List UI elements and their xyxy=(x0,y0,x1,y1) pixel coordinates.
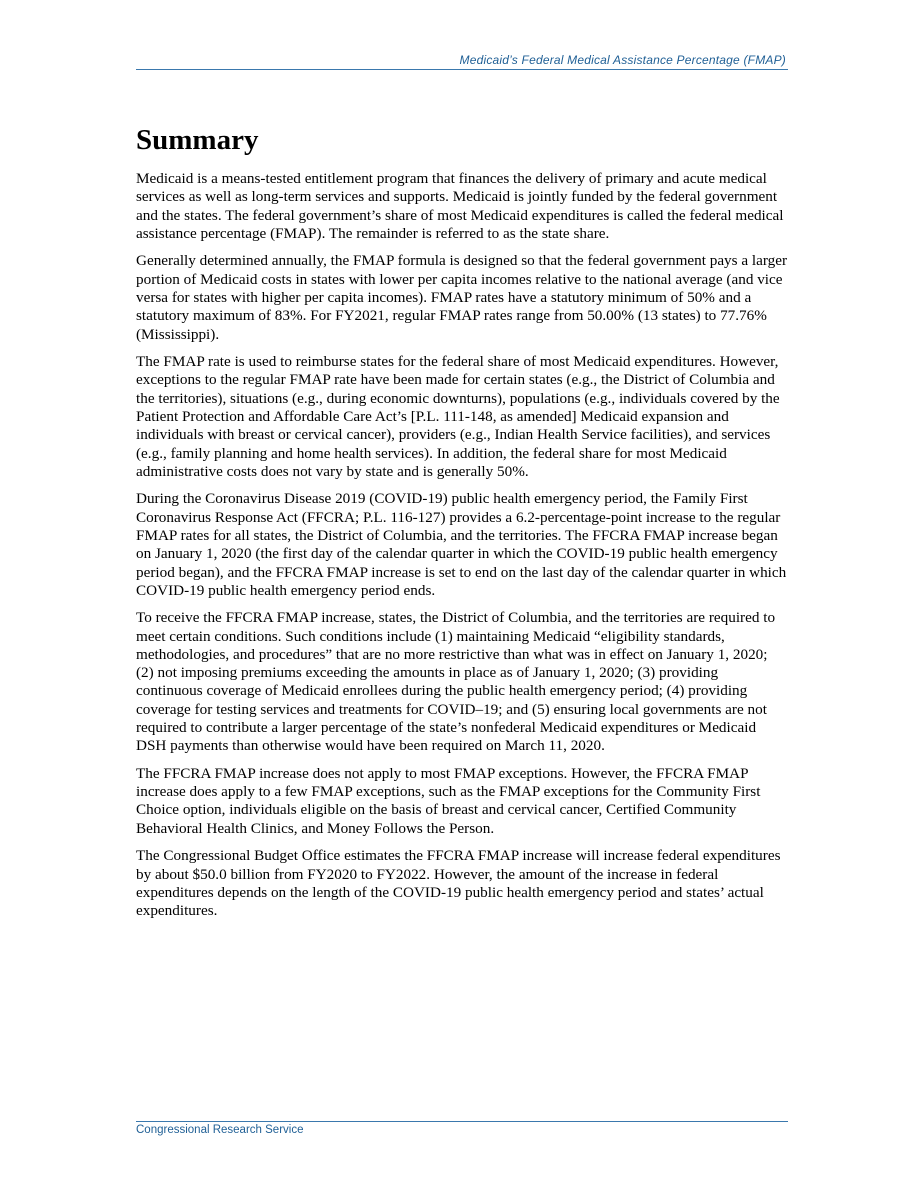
summary-paragraph: To receive the FFCRA FMAP increase, states, the District of Columbia, and the territories are required to meet certain conditions. Such conditions include (1) maintaining Medicaid “eligibility standards, methodologies, and procedures” that are no more restrictive than what was in effect on January 1, 2020; (2) not imposing premiums exceeding the amounts in place as of January 1, 2020; (3) providing continuous coverage of Medicaid enrollees during the public health emergency period; (4) providing coverage for testing services and treatments for COVID–19; and (5) ensuring local governments are not required to contribute a larger percentage of the state’s nonfederal Medicaid expenditures or Medicaid DSH payments than otherwise would have been required on March 11, 2020. xyxy=(136,609,776,755)
summary-paragraph: Medicaid is a means-tested entitlement program that finances the delivery of primary and acute medical services as well as long-term services and supports. Medicaid is jointly funded by the federal government and the states. The federal government’s share of most Medicaid expenditures is called the federal medical assistance percentage (FMAP). The remainder is referred to as the state share. xyxy=(136,170,784,242)
running-header-title: Medicaid’s Federal Medical Assistance Percentage (FMAP) xyxy=(459,53,786,67)
summary-paragraph: The Congressional Budget Office estimates the FFCRA FMAP increase will increase federal expenditures by about $50.0 billion from FY2020 to FY2022. However, the amount of the increase in federal expenditures depends on the length of the COVID-19 public health emergency period and states’ actual expenditures. xyxy=(136,847,781,920)
summary-body xyxy=(136,170,788,930)
page-title: Summary xyxy=(136,124,259,156)
footer-divider xyxy=(136,1121,788,1122)
summary-paragraph: The FMAP rate is used to reimburse states for the federal share of most Medicaid expenditures. However, exceptions to the regular FMAP rate have been made for certain states (e.g., the District of Columbia and the territories), situations (e.g., during economic downturns), populations (e.g., individuals covered by the Patient Protection and Affordable Care Act’s [P.L. 111-148, as amended] Medicaid expansion and individuals with breast or cervical cancer), providers (e.g., Indian Health Service facilities), and services (e.g., family planning and home health services). In addition, the federal share for most Medicaid administrative costs does not vary by state and is generally 50%. xyxy=(136,353,780,480)
header-divider xyxy=(136,69,788,70)
summary-paragraph: The FFCRA FMAP increase does not apply to most FMAP exceptions. However, the FFCRA FMAP increase does apply to a few FMAP exceptions, such as the FMAP exceptions for the Community First Choice option, individuals eligible on the basis of breast and cervical cancer, Certified Community Behavioral Health Clinics, and Money Follows the Person. xyxy=(136,764,761,837)
summary-paragraph: During the Coronavirus Disease 2019 (COVID-19) public health emergency period, the Family First Coronavirus Response Act (FFCRA; P.L. 116-127) provides a 6.2-percentage-point increase to the regular FMAP rates for all states, the District of Columbia, and the territories. The FFCRA FMAP increase began on January 1, 2020 (the first day of the calendar quarter in which the COVID-19 public health emergency period began), and the FFCRA FMAP increase is set to end on the last day of the calendar quarter in which COVID-19 public health emergency period ends. xyxy=(136,490,787,599)
summary-paragraph: Generally determined annually, the FMAP formula is designed so that the federal government pays a larger portion of Medicaid costs in states with lower per capita incomes relative to the national average (and vice versa for states with higher per capita incomes). FMAP rates have a statutory minimum of 50% and a statutory maximum of 83%. For FY2021, regular FMAP rates range from 50.00% (13 states) to 77.76% (Mississippi). xyxy=(136,252,788,343)
footer-publisher: Congressional Research Service xyxy=(136,1124,304,1136)
